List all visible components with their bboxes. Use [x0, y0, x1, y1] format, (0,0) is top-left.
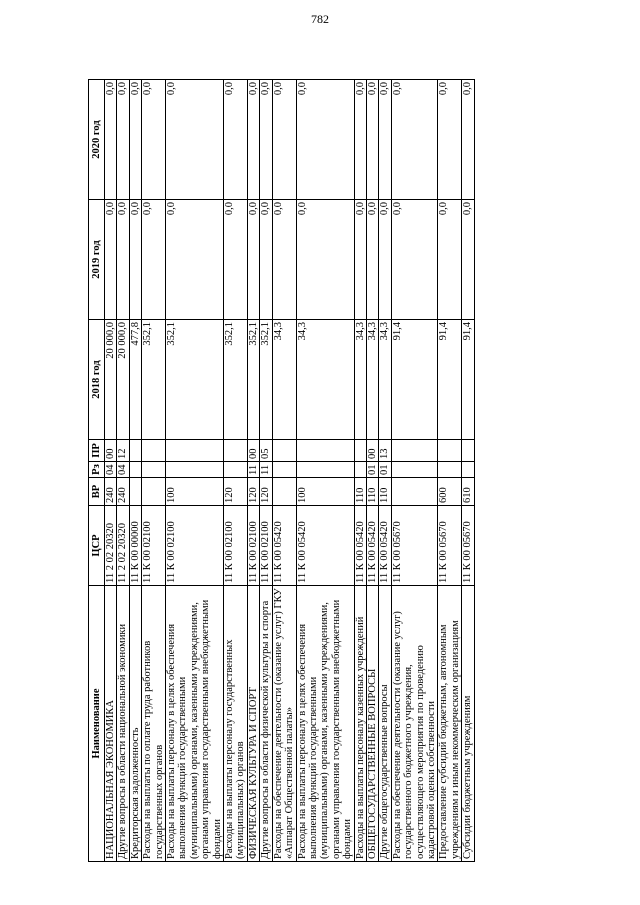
- cell-2018: 352,1: [260, 320, 272, 440]
- cell-vr: 610: [462, 478, 474, 506]
- cell-name: Другие вопросы в области физической культуры и спорта: [260, 586, 272, 862]
- cell-csr: 11 К 00 05420: [272, 506, 296, 586]
- cell-2020: 0,0: [379, 80, 391, 200]
- cell-2020: 0,0: [142, 80, 166, 200]
- cell-2019: 0,0: [117, 200, 129, 320]
- header-rz: Рз: [89, 462, 105, 478]
- cell-csr: 11 К 00 00000: [129, 506, 141, 586]
- cell-vr: 100: [296, 478, 354, 506]
- header-name: Наименование: [89, 586, 105, 862]
- cell-2020: 0,0: [366, 80, 378, 200]
- cell-rz: [142, 462, 166, 478]
- table-row: [296, 80, 354, 862]
- cell-name: НАЦИОНАЛЬНАЯ ЭКОНОМИКА: [105, 586, 117, 862]
- cell-name: Субсидии бюджетным учреждениям: [462, 586, 474, 862]
- cell-pr: 12: [117, 440, 129, 462]
- cell-rz: 11: [247, 462, 259, 478]
- cell-pr: 05: [260, 440, 272, 462]
- cell-2018: 91,4: [438, 320, 462, 440]
- header-2020: 2020 год: [89, 80, 105, 200]
- cell-rz: 01: [379, 462, 391, 478]
- cell-pr: [462, 440, 474, 462]
- cell-rz: [166, 462, 224, 478]
- table-row: [247, 80, 259, 862]
- cell-2020: 0,0: [117, 80, 129, 200]
- cell-name: Расходы на обеспечение деятельности (оказание услуг) государственного бюджетного учреждения, осуществляющего мероприятия по проведению кадастровой оценки собственности: [391, 586, 438, 862]
- table-header-row: [89, 80, 105, 862]
- table-row: [142, 80, 166, 862]
- cell-2019: 0,0: [129, 200, 141, 320]
- cell-2019: 0,0: [142, 200, 166, 320]
- table-row: [366, 80, 378, 862]
- cell-2020: 0,0: [224, 80, 248, 200]
- cell-csr: 11 К 00 05420: [366, 506, 378, 586]
- cell-vr: 120: [260, 478, 272, 506]
- table-body: [105, 80, 475, 862]
- cell-csr: 11 К 00 05670: [462, 506, 474, 586]
- cell-vr: 120: [224, 478, 248, 506]
- cell-2020: 0,0: [391, 80, 438, 200]
- table-row: [462, 80, 474, 862]
- cell-csr: 11 К 00 02100: [224, 506, 248, 586]
- cell-2019: 0,0: [105, 200, 117, 320]
- cell-rz: 04: [105, 462, 117, 478]
- cell-2019: 0,0: [247, 200, 259, 320]
- cell-2019: 0,0: [366, 200, 378, 320]
- cell-vr: 110: [354, 478, 366, 506]
- cell-2020: 0,0: [462, 80, 474, 200]
- header-pr: ПР: [89, 440, 105, 462]
- cell-rz: 01: [366, 462, 378, 478]
- cell-rz: [129, 462, 141, 478]
- cell-csr: 11 К 00 05670: [391, 506, 438, 586]
- cell-2019: 0,0: [391, 200, 438, 320]
- cell-name: Другие вопросы в области национальной экономики: [117, 586, 129, 862]
- cell-csr: 11 2 02 20320: [117, 506, 129, 586]
- header-csr: ЦСР: [89, 506, 105, 586]
- rotated-table-container: [88, 80, 558, 862]
- table-row: [379, 80, 391, 862]
- cell-name: Расходы на обеспечение деятельности (оказание услуг) ГКУ «Аппарат Общественной палаты»: [272, 586, 296, 862]
- cell-2019: 0,0: [260, 200, 272, 320]
- cell-name: Расходы на выплаты персоналу в целях обеспечения выполнения функций государственными (муниципальными) органами, казенными учреждениями, органами управления государственными внебюджетными фондами: [296, 586, 354, 862]
- cell-rz: [462, 462, 474, 478]
- cell-2018: 34,3: [379, 320, 391, 440]
- cell-pr: [296, 440, 354, 462]
- cell-2020: 0,0: [247, 80, 259, 200]
- cell-pr: [391, 440, 438, 462]
- table-row: [117, 80, 129, 862]
- cell-2020: 0,0: [354, 80, 366, 200]
- cell-2018: 34,3: [354, 320, 366, 440]
- cell-csr: 11 К 00 02100: [260, 506, 272, 586]
- header-vr: ВР: [89, 478, 105, 506]
- cell-2018: 34,3: [296, 320, 354, 440]
- cell-pr: 13: [379, 440, 391, 462]
- cell-name: Расходы на выплаты по оплате труда работников государственных органов: [142, 586, 166, 862]
- cell-2020: 0,0: [166, 80, 224, 200]
- cell-2019: 0,0: [224, 200, 248, 320]
- cell-pr: [129, 440, 141, 462]
- table-row: [272, 80, 296, 862]
- cell-vr: 120: [247, 478, 259, 506]
- cell-csr: 11 К 00 05670: [438, 506, 462, 586]
- cell-rz: [354, 462, 366, 478]
- cell-vr: 110: [366, 478, 378, 506]
- cell-2018: 477,8: [129, 320, 141, 440]
- cell-pr: 00: [366, 440, 378, 462]
- cell-pr: [438, 440, 462, 462]
- cell-name: Расходы на выплаты персоналу казенных учреждений: [354, 586, 366, 862]
- cell-vr: 240: [117, 478, 129, 506]
- cell-pr: [166, 440, 224, 462]
- table-row: [438, 80, 462, 862]
- cell-vr: [129, 478, 141, 506]
- cell-2019: 0,0: [272, 200, 296, 320]
- page-number: 782: [311, 12, 329, 26]
- cell-2018: 352,1: [224, 320, 248, 440]
- cell-rz: [224, 462, 248, 478]
- header-2018: 2018 год: [89, 320, 105, 440]
- cell-2019: 0,0: [354, 200, 366, 320]
- cell-2020: 0,0: [272, 80, 296, 200]
- cell-pr: [354, 440, 366, 462]
- cell-rz: [272, 462, 296, 478]
- cell-2018: 352,1: [247, 320, 259, 440]
- table-row: [391, 80, 438, 862]
- table-row: [129, 80, 141, 862]
- cell-pr: [272, 440, 296, 462]
- cell-name: Другие общегосударственные вопросы: [379, 586, 391, 862]
- cell-csr: 11 К 00 02100: [247, 506, 259, 586]
- cell-2018: 91,4: [462, 320, 474, 440]
- cell-vr: [272, 478, 296, 506]
- table-row: [354, 80, 366, 862]
- cell-2020: 0,0: [296, 80, 354, 200]
- cell-pr: [142, 440, 166, 462]
- cell-2019: 0,0: [166, 200, 224, 320]
- cell-name: ФИЗИЧЕСКАЯ КУЛЬТУРА И СПОРТ: [247, 586, 259, 862]
- cell-2020: 0,0: [260, 80, 272, 200]
- cell-vr: 600: [438, 478, 462, 506]
- cell-2019: 0,0: [462, 200, 474, 320]
- cell-csr: 11 К 00 02100: [142, 506, 166, 586]
- cell-csr: 11 К 00 05420: [296, 506, 354, 586]
- budget-table: [88, 79, 475, 862]
- cell-2019: 0,0: [438, 200, 462, 320]
- cell-2019: 0,0: [296, 200, 354, 320]
- cell-vr: 110: [379, 478, 391, 506]
- header-2019: 2019 год: [89, 200, 105, 320]
- cell-name: ОБЩЕГОСУДАРСТВЕННЫЕ ВОПРОСЫ: [366, 586, 378, 862]
- cell-csr: 11 К 00 05420: [379, 506, 391, 586]
- cell-pr: [224, 440, 248, 462]
- cell-csr: 11 К 00 05420: [354, 506, 366, 586]
- table-row: [224, 80, 248, 862]
- cell-2020: 0,0: [438, 80, 462, 200]
- cell-2020: 0,0: [105, 80, 117, 200]
- table-row: [166, 80, 224, 862]
- cell-2018: 20 000,0: [117, 320, 129, 440]
- cell-rz: 04: [117, 462, 129, 478]
- cell-pr: 00: [247, 440, 259, 462]
- table-row: [260, 80, 272, 862]
- cell-name: Предоставление субсидий бюджетным, автономным учреждениям и иным некоммерческим организациям: [438, 586, 462, 862]
- cell-2018: 20 000,0: [105, 320, 117, 440]
- cell-vr: 100: [166, 478, 224, 506]
- cell-rz: [391, 462, 438, 478]
- cell-2018: 352,1: [166, 320, 224, 440]
- cell-2018: 34,3: [366, 320, 378, 440]
- cell-rz: [296, 462, 354, 478]
- cell-pr: 00: [105, 440, 117, 462]
- cell-rz: 11: [260, 462, 272, 478]
- cell-2020: 0,0: [129, 80, 141, 200]
- cell-2018: 91,4: [391, 320, 438, 440]
- cell-name: Кредиторская задолженность: [129, 586, 141, 862]
- cell-2018: 352,1: [142, 320, 166, 440]
- cell-csr: 11 2 02 20320: [105, 506, 117, 586]
- cell-2019: 0,0: [379, 200, 391, 320]
- cell-name: Расходы на выплаты персоналу государственных (муниципальных) органов: [224, 586, 248, 862]
- cell-name: Расходы на выплаты персоналу в целях обеспечения выполнения функций государственными (муниципальными) органами, казенными учреждениями, органами управления государственными внебюджетными фондами: [166, 586, 224, 862]
- table-row: [105, 80, 117, 862]
- cell-rz: [438, 462, 462, 478]
- cell-csr: 11 К 00 02100: [166, 506, 224, 586]
- cell-vr: [142, 478, 166, 506]
- cell-vr: 240: [105, 478, 117, 506]
- cell-vr: [391, 478, 438, 506]
- cell-2018: 34,3: [272, 320, 296, 440]
